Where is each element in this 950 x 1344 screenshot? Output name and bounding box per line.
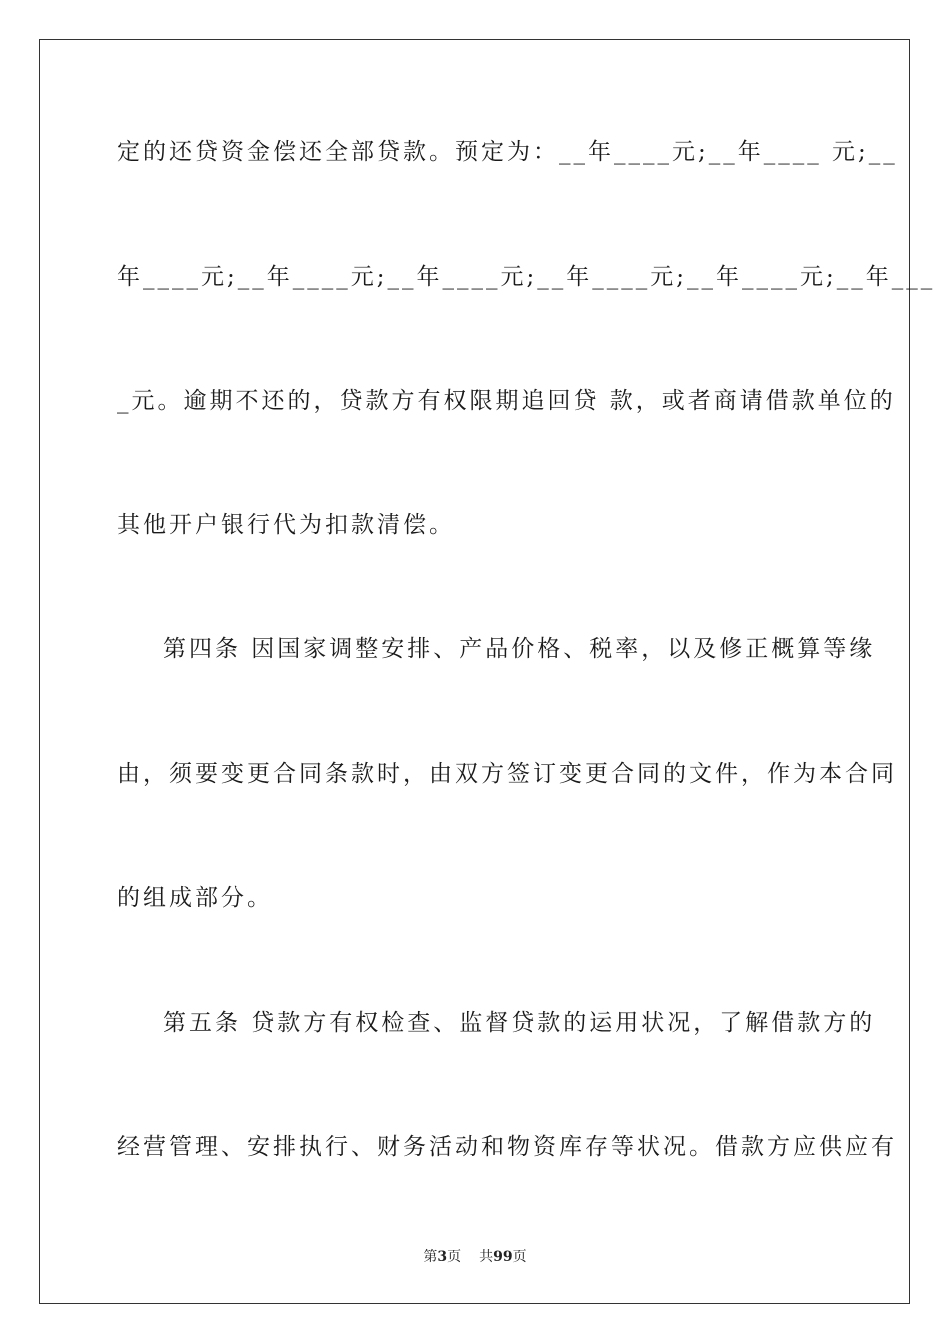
body-line-1: 定的还贷资金偿还全部贷款。预定为：__年____元;__年____ 元;__ (117, 139, 898, 165)
footer-total-suffix: 页 (512, 1249, 527, 1265)
footer-total-prefix: 共 (479, 1249, 494, 1265)
article-5-line-2: 经营管理、安排执行、财务活动和物资库存等状况。借款方应供应有 (117, 1134, 897, 1160)
body-line-2: 年____元;__年____元;__年____元;__年____元;__年____元;__年___ (117, 264, 936, 290)
body-line-3: _元。逾期不还的，贷款方有权限期追回贷 款，或者商请借款单位的 (117, 388, 896, 414)
body-line-4: 其他开户银行代为扣款清偿。 (117, 512, 455, 538)
article-5-line-1: 第五条 贷款方有权检查、监督贷款的运用状况，了解借款方的 (163, 1010, 876, 1036)
article-4-line-1: 第四条 因国家调整安排、产品价格、税率，以及修正概算等缘 (163, 636, 876, 662)
page-footer (0, 1248, 950, 1266)
footer-page-suffix: 页 (447, 1249, 462, 1265)
article-4-line-2: 由，须要变更合同条款时，由双方签订变更合同的文件，作为本合同 (117, 761, 897, 787)
footer-page-current: 3 (437, 1249, 448, 1265)
article-4-line-3: 的组成部分。 (117, 885, 273, 911)
page-border (39, 39, 936, 1304)
footer-page-prefix: 第 (423, 1249, 438, 1265)
footer-page-total: 99 (493, 1249, 513, 1265)
